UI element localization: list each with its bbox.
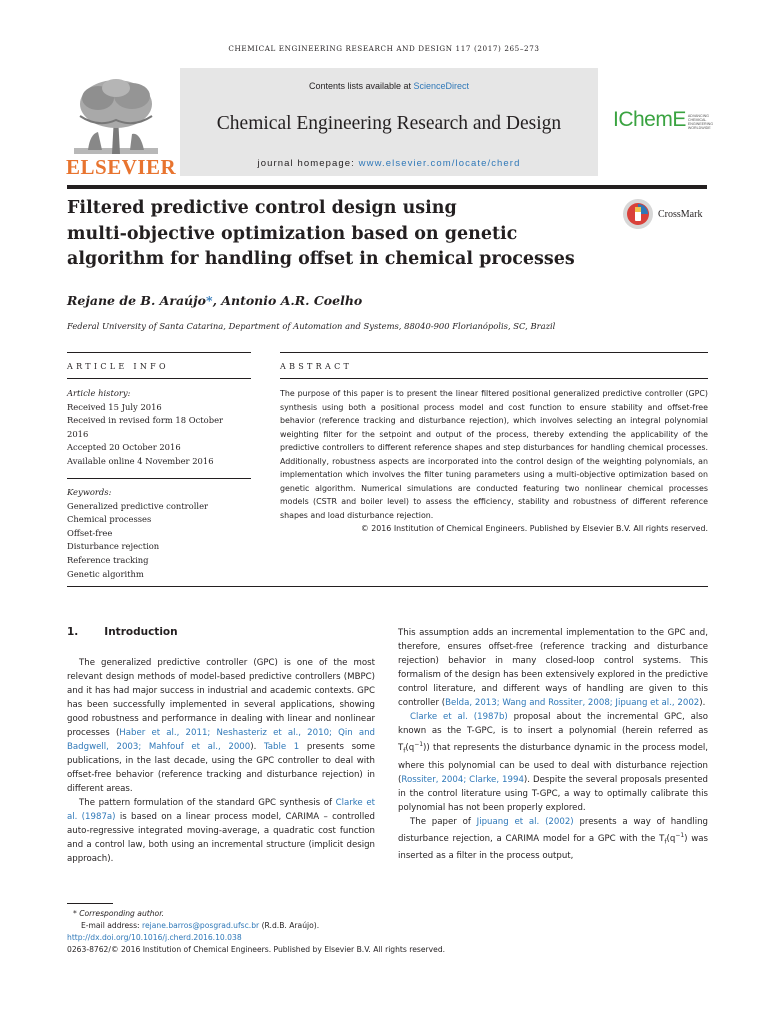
author-name: Antonio A.R. Coelho	[221, 293, 363, 308]
contents-prefix: Contents lists available at	[308, 81, 414, 91]
keyword: Genetic algorithm	[67, 568, 144, 579]
title-line: algorithm for handling offset in chemical processes	[67, 249, 575, 269]
paragraph: This assumption adds an incremental implementation to the GPC and, therefore, ensures offset-free (reference tracking and disturbance rejection) behavior in many closed-loop control systems. This formalism of the design has been extensively explored in the predictive control literature, and different ways of handling are given to this controller (Belda, 2013; Wang and Rossiter, 2008; Jipuang et al., 2002).	[398, 628, 708, 708]
section-number: 1.	[67, 626, 79, 638]
author-list	[67, 293, 362, 308]
keywords-label: Keywords:	[67, 487, 112, 497]
abstract-bottom-rule	[67, 586, 708, 587]
title-line: Filtered predictive control design using	[67, 198, 457, 218]
abstract-heading: ABSTRACT	[280, 362, 353, 371]
history-entry: Accepted 20 October 2016	[67, 442, 181, 453]
email-note: E-mail address: rejane.barros@posgrad.ufsc.br (R.d.B. Araújo).	[81, 921, 320, 930]
keyword: Generalized predictive controller	[67, 500, 209, 511]
citation-link[interactable]: Belda, 2013; Wang and Rossiter, 2008; Jipuang et al., 2002	[445, 698, 700, 708]
paragraph: The pattern formulation of the standard GPC synthesis of Clarke et al. (1987a) is based on a linear process model, CARIMA – controlled auto-regressive integrated moving-average, a quadratic cost function and a control law, both using an incremental structure (implicit design approach).	[67, 798, 375, 864]
table-link[interactable]: Table 1	[263, 742, 300, 752]
running-head: CHEMICAL ENGINEERING RESEARCH AND DESIGN 117 (2017) 265–273	[228, 44, 540, 53]
citation-link[interactable]: Haber et al., 2011; Neshasteriz et al., 2010; Qin and Badgwell, 2003; Mahfouf et al., 2000	[67, 728, 375, 752]
intro-right-column	[398, 626, 708, 863]
keyword: Reference tracking	[67, 554, 149, 565]
footnote-rule	[67, 903, 113, 904]
crossmark-badge[interactable]	[622, 198, 702, 230]
keyword: Chemical processes	[67, 514, 152, 525]
author-name: Rejane de B. Araújo	[67, 293, 207, 308]
paper-title	[67, 196, 607, 273]
issn-line: 0263-8762/© 2016 Institution of Chemical Engineers. Published by Elsevier B.V. All rights reserved.	[67, 945, 446, 954]
abstract-copyright: © 2016 Institution of Chemical Engineers. Published by Elsevier B.V. All rights reserved.	[360, 524, 708, 533]
citation-link[interactable]: Jipuang et al. (2002)	[476, 816, 574, 827]
journal-homepage-line	[180, 158, 598, 169]
corresponding-author-marker[interactable]: *	[206, 293, 213, 308]
elsevier-tree-logo	[68, 76, 164, 160]
icheme-wordmark: IChemE	[613, 108, 686, 131]
paragraph: Clarke et al. (1987b) proposal about the incremental GPC, also known as the T-GPC, is to insert a polynomial (herein referred as $T_f(q^{-1})$) that represents the disturbance dynamic in the process model, where this polynomial can be used to deal with disturbance rejection (Rossiter, 2004; Clarke, 1994). Despite the several proposals presented in the control literature using T-GPC, a way to optimally calibrate this polynomial has not been properly explored.	[398, 712, 708, 813]
journal-title: Chemical Engineering Research and Design	[216, 113, 562, 134]
title-line: multi-objective optimization based on genetic	[67, 223, 518, 244]
citation-link[interactable]: Clarke et al. (1987a)	[67, 798, 375, 822]
abstract-body	[280, 387, 708, 536]
crossmark-icon	[622, 198, 654, 230]
corresponding-author-note: * Corresponding author.	[73, 909, 165, 918]
citation-link[interactable]: Clarke et al. (1987b)	[410, 712, 508, 722]
footnotes	[67, 908, 707, 956]
article-history	[67, 387, 257, 469]
history-entry: Available online 4 November 2016	[67, 455, 214, 466]
abstract-text: The purpose of this paper is to present the linear filtered positional generalized predictive controller (GPC) synthesis using both a positional process model and cost function to ensure stability and offset-free behavior (reference tracking and disturbance rejection), which involves selecting an integral polynomial weighting filter for the setpoint and output of the process, thereby extending the applicability of the predictive controllers to different reference shapes and step disturbances for handling chemical processes. Additionally, robustness aspects are incorporated into the control design of the weighting polynomials, an implementation which involves the filter tuning parameters using a multi-objective optimization based on genetic algorithm. Numerical simulations are conducted featuring two nonlinear chemical processes models (CSTR and boiler level) to assess the efficiency, stability and robustness of different reference shapes and load disturbance rejection.	[280, 389, 708, 520]
abstract-top-rule	[280, 352, 708, 353]
elsevier-wordmark: ELSEVIER	[66, 155, 177, 179]
section-title: Introduction	[104, 626, 178, 638]
affiliation: Federal University of Santa Catarina, Department of Automation and Systems, 88040-900 Florianópolis, SC, Brazil	[67, 321, 556, 331]
history-entry: Received in revised form 18 October	[67, 415, 224, 426]
keywords-rule	[67, 478, 251, 479]
doi-link[interactable]: http://dx.doi.org/10.1016/j.cherd.2016.10.038	[67, 933, 242, 942]
homepage-link[interactable]: www.elsevier.com/locate/cherd	[358, 158, 521, 169]
contents-line	[180, 81, 598, 91]
paragraph: The generalized predictive controller (GPC) is one of the most relevant design methods of model-based predictive controllers (MBPC) and it has had major success in industrial and academic contexts. GPC has been successfully implemented in several applications, showing good robustness and performance in dealing with linear and nonlinear processes (Haber et al., 2011; Neshasteriz et al., 2010; Qin and Badgwell, 2003; Mahfouf et al., 2000). Table 1 presents some publications, in the last decade, using the GPC controller to deal with offset-free behavior (reference tracking and disturbance rejection) in different areas.	[67, 658, 375, 794]
header-rule	[67, 185, 707, 189]
article-info-heading: ARTICLE INFO	[67, 362, 169, 371]
keywords	[67, 486, 257, 581]
article-info-rule	[67, 378, 251, 379]
citation-link[interactable]: Rossiter, 2004; Clarke, 1994	[401, 774, 524, 785]
article-info-top-rule	[67, 352, 251, 353]
email-link[interactable]: rejane.barros@posgrad.ufsc.br	[142, 921, 260, 930]
keyword: Offset-free	[67, 527, 113, 538]
history-label: Article history:	[67, 388, 131, 398]
homepage-prefix: journal homepage:	[257, 158, 359, 169]
keyword: Disturbance rejection	[67, 541, 160, 552]
author-separator: ,	[212, 293, 222, 308]
crossmark-label: CrossMark	[658, 208, 703, 220]
abstract-rule	[280, 378, 708, 379]
sciencedirect-link[interactable]: ScienceDirect	[413, 81, 470, 91]
section-heading	[67, 626, 178, 638]
history-entry: Received 15 July 2016	[67, 401, 162, 412]
icheme-tagline: ADVANCING CHEMICAL ENGINEERING WORLDWIDE	[687, 113, 714, 130]
paragraph: The paper of Jipuang et al. (2002) presents a way of handling disturbance rejection, a CARIMA model for a GPC with the $T_f(q^{-1})$ was inserted as a filter in the process output,	[398, 816, 709, 862]
intro-left-column	[67, 656, 375, 866]
icheme-logo	[613, 108, 724, 132]
history-entry: 2016	[67, 428, 89, 439]
